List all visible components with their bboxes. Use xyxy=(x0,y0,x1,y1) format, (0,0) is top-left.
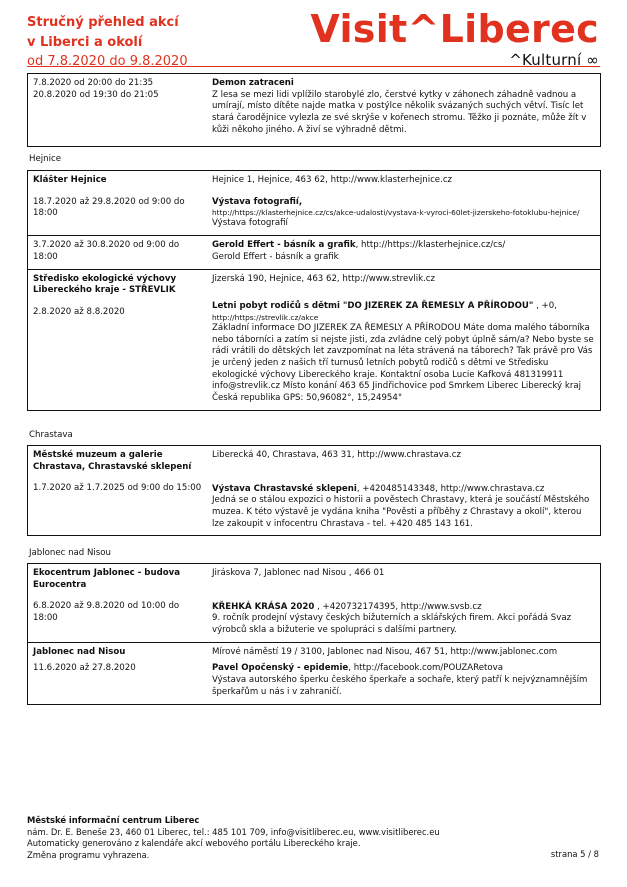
event-url: http://https://strevlik.cz/akce xyxy=(212,312,319,322)
page-footer xyxy=(27,815,601,861)
event-description: Gerold Effert - básník a grafik xyxy=(212,251,339,262)
event-title: Letni pobyt rodičů s dětmi "DO JIZEREK ZA ŘEMESLY A PŘÍRODOU" xyxy=(212,301,534,312)
event-title: Demon zatraceni xyxy=(212,78,294,88)
footer-note: Změna programu vyhrazena. xyxy=(27,849,150,860)
event-title: KŘEHKÁ KRÁSA 2020 xyxy=(212,601,315,612)
event-price: , +0, xyxy=(533,301,557,312)
event-description: Výstava fotografií xyxy=(212,218,288,229)
event-url: http://https://klasterhejnice.cz/cs/akce-udalosti/vystava-k-vyroci-60let-jizerskeho-fotoklubu-hejnice/ xyxy=(212,208,580,218)
footer-organization: Městské informační centrum Liberec xyxy=(27,815,200,825)
venue-name: Jablonec nad Nisou xyxy=(33,646,126,657)
event-contact: , +420485143348, http://www.chrastava.cz xyxy=(356,483,545,494)
report-title xyxy=(27,13,188,72)
venue-address: Jiráskova 7, Jablonec nad Nisou , 466 01 xyxy=(212,568,385,578)
footer-address: nám. Dr. E. Beneše 23, 460 01 Liberec, tel.: 485 101 709, info@visitliberec.eu, www.visitliberec.eu xyxy=(27,826,440,837)
venue-row xyxy=(28,446,600,535)
event-description: 9. ročník prodejní výstavy českých bižuterních a sklářských firem. Akci pořádá Svaz výrobců skla a bižuterie ve spolupráci s dalšími partnery. xyxy=(212,613,572,636)
venue-detail xyxy=(209,643,600,704)
event-date: 6.8.2020 až 9.8.2020 od 10:00 do 18:00 xyxy=(33,601,180,624)
venue-cell xyxy=(28,446,209,535)
venue-cell xyxy=(28,643,209,704)
venue-address: Liberecká 40, Chrastava, 463 31, http://www.chrastava.cz xyxy=(212,450,461,460)
event-date: 2.8.2020 až 8.8.2020 xyxy=(33,306,125,317)
venue-detail xyxy=(209,446,600,535)
event-title: Pavel Opočenský - epidemie xyxy=(212,663,349,674)
footer-note: Automaticky generováno z kalendáře akcí webového portálu Libereckého kraje. xyxy=(27,838,361,849)
venue-address: Jizerská 190, Hejnice, 463 62, http://www.strevlik.cz xyxy=(212,273,436,284)
event-title: Gerold Effert - básník a grafik xyxy=(212,240,356,251)
event-date: 1.7.2020 až 1.7.2025 od 9:00 do 15:00 xyxy=(33,483,202,494)
location-heading-hejnice: Hejnice xyxy=(29,154,61,164)
event-description: Jedná se o stálou expozici o historii a pověstech Chrastavy, která je součástí Městského muzea. K této výstavě je vydána kniha "Pověsti a příběhy z Chrastavy a okolí", kterou lze zakoupit v infocentru Chrastava - tel. +420 485 143 161. xyxy=(212,495,590,529)
event-date: 11.6.2020 až 27.8.2020 xyxy=(33,663,136,674)
event-url: , http://https://klasterhejnice.cz/cs/ xyxy=(355,240,506,251)
event-date: 7.8.2020 od 20:00 do 21:35 xyxy=(33,78,154,88)
venue-name: Klášter Hejnice xyxy=(33,175,107,185)
event-row xyxy=(28,235,600,268)
event-contact: , http://facebook.com/POUZARetova xyxy=(348,663,503,674)
event-description: Základní informace DO JIZEREK ZA ŘEMESLY A PŘÍRODOU Máte doma malého táborníka nebo táborníci a zatím si nejste jisti, zda zvládne celý pobyt úplně sám/a? Nebo byste se rádi vrátili do dětských let zavzpomínat na léta strávená na táborech? Tak právě pro Vás je určený jeden z našich tří turnusů letních pobytů rodičů s dětmi ve Středisku ekologické výchovy Libereckého kraje. Kontaktní osoba Lucie Kafková 481319911 info@strevlik.cz Místo konání 463 65 Jindřichovice pod Smrkem Liberec Liberecký kraj Česká republika GPS: 50,96082°, 15,24954° xyxy=(212,322,594,404)
venue-cell xyxy=(28,270,209,410)
event-box-demon xyxy=(27,73,601,147)
logo-sub-text: ^Kulturní ∞ xyxy=(509,51,599,69)
event-description: Výstava autorského šperku českého šperkaře a sochaře, který patří k nejvýznamnějším šperkařům u nás i v zahraničí. xyxy=(212,675,588,697)
venue-row xyxy=(28,642,600,704)
venue-address: Hejnice 1, Hejnice, 463 62, http://www.klasterhejnice.cz xyxy=(212,175,453,185)
location-box-jablonec xyxy=(27,563,601,705)
event-contact: , +420732174395, http://www.svsb.cz xyxy=(314,601,482,612)
location-heading-chrastava: Chrastava xyxy=(29,430,73,440)
venue-row xyxy=(28,564,600,642)
visit-liberec-logo xyxy=(310,7,599,70)
venue-name: Městské muzeum a galerie Chrastava, Chrastavské sklepení xyxy=(33,450,192,472)
page-number: strana 5 / 8 xyxy=(550,849,599,859)
venue-cell xyxy=(28,564,209,642)
title-line-2: v Liberci a okolí xyxy=(27,34,143,50)
location-heading-jablonec: Jablonec nad Nisou xyxy=(29,548,111,558)
date-range: od 7.8.2020 do 9.8.2020 xyxy=(27,54,188,69)
header-rule xyxy=(27,66,600,67)
event-date: 18.7.2020 až 29.8.2020 od 9:00 do 18:00 xyxy=(33,196,185,219)
venue-row xyxy=(28,171,600,235)
logo-main-text: Visit^Liberec xyxy=(310,7,599,51)
event-dates xyxy=(28,74,209,146)
event-date: 20.8.2020 od 19:30 do 21:05 xyxy=(33,89,159,100)
venue-name: Středisko ekologické výchovy Libereckého kraje - STŘEVLIK xyxy=(33,273,177,296)
event-title: Výstava fotografií, xyxy=(212,196,303,207)
location-box-chrastava xyxy=(27,445,601,536)
venue-detail xyxy=(209,564,600,642)
venue-detail xyxy=(209,270,600,410)
event-date: 3.7.2020 až 30.8.2020 od 9:00 do 18:00 xyxy=(33,240,180,262)
event-row xyxy=(28,74,600,146)
venue-detail xyxy=(209,171,600,235)
event-detail xyxy=(209,74,600,146)
venue-cell xyxy=(28,171,209,235)
location-box-hejnice xyxy=(27,170,601,411)
venue-name: Ekocentrum Jablonec - budova Eurocentra xyxy=(33,568,181,590)
event-detail xyxy=(209,236,600,268)
venue-address: Mírové náměstí 19 / 3100, Jablonec nad Nisou, 467 51, http://www.jablonec.com xyxy=(212,646,558,657)
title-line-1: Stručný přehled akcí xyxy=(27,15,179,30)
event-title: Výstava Chrastavské sklepeni xyxy=(212,483,357,494)
venue-row xyxy=(28,269,600,410)
event-description: Z lesa se mezi lidi vplížilo starobylé zlo, čerstvé kytky v záhonech záhadně vadnou a umírají, místo dítěte najde matka v postýlce několik svázaných suchých větví. Tisíc let stará čarodějnice vylezla ze své skrýše v kořenech stromu. Těžko ji poznáte, může žít v kůži někoho jiného. A živí se výhradně dětmi. xyxy=(212,89,587,135)
